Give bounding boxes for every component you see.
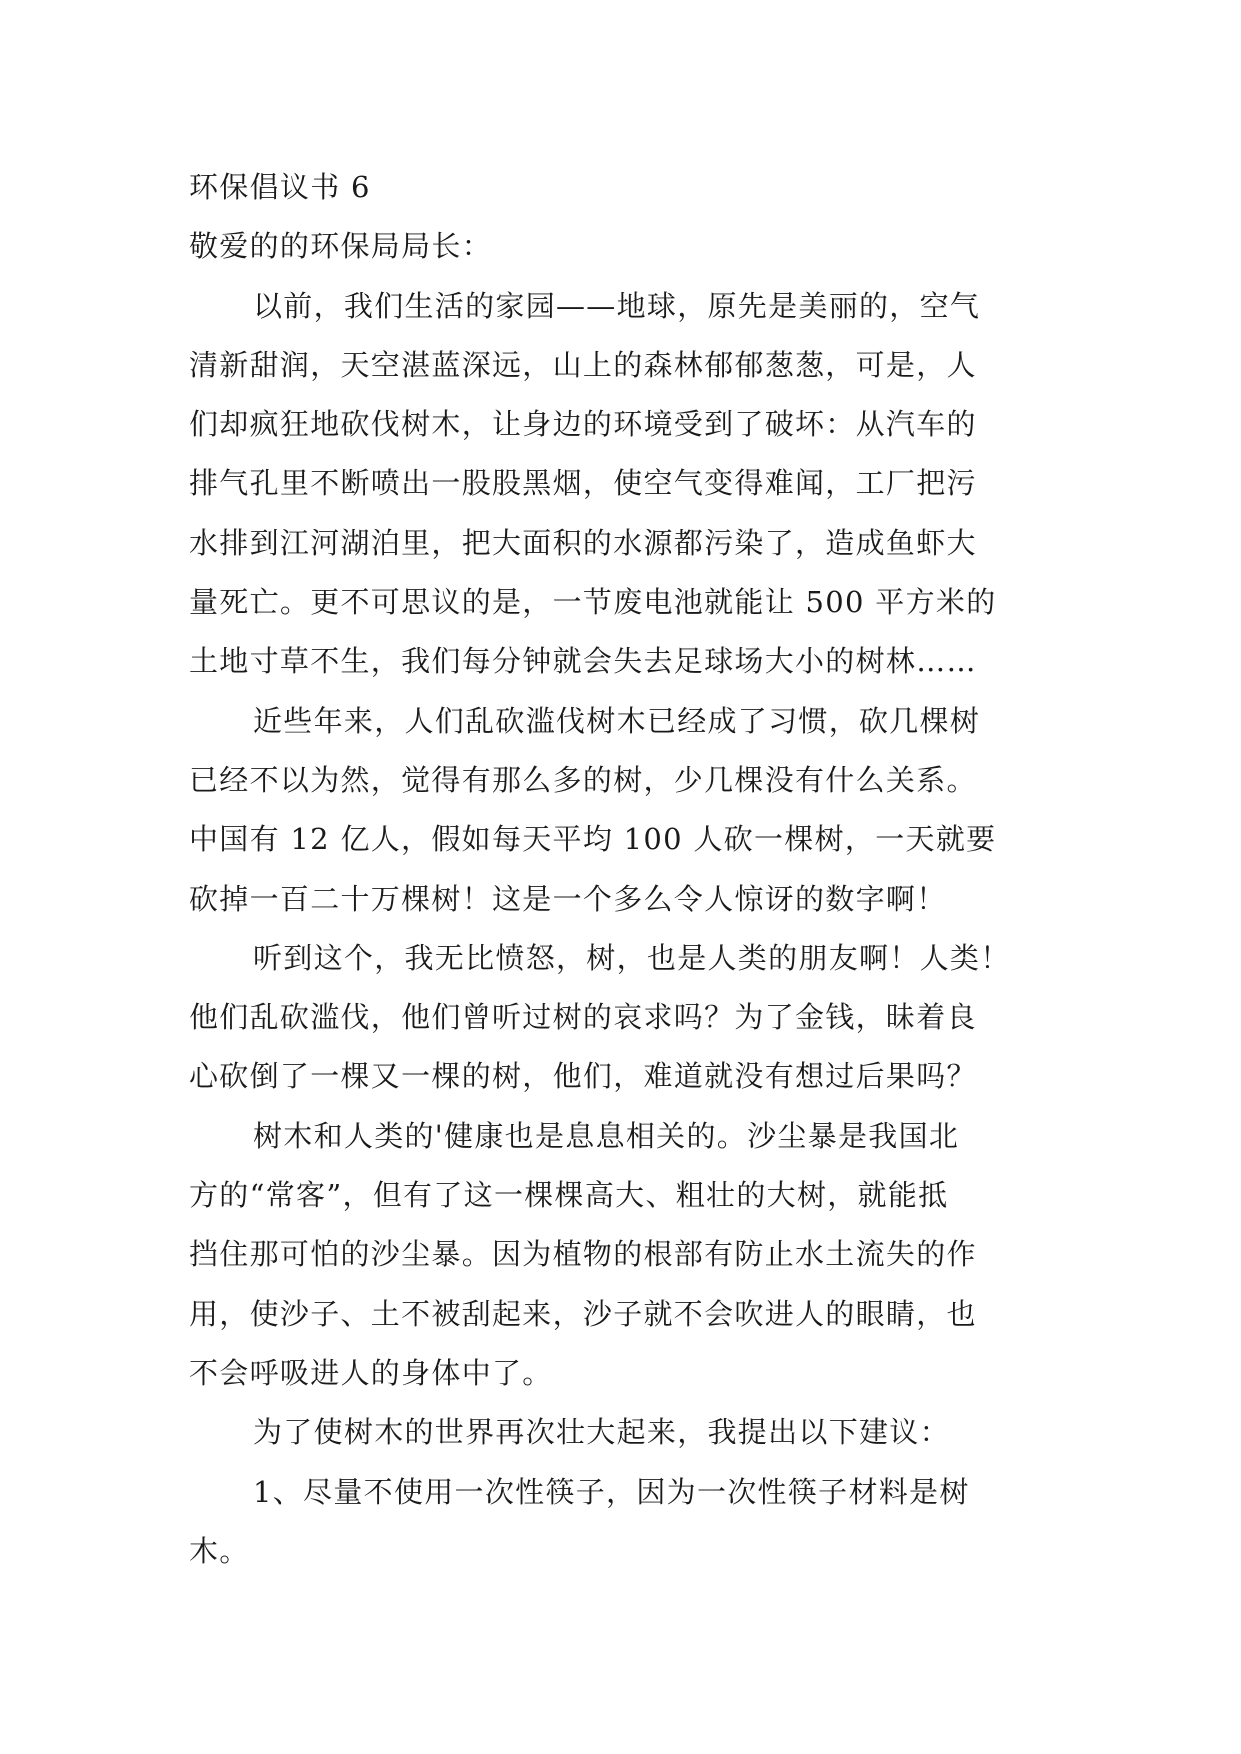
paragraph-line: 们却疯狂地砍伐树木，让身边的环境受到了破坏：从汽车的 xyxy=(189,407,977,442)
paragraph-line: 近些年来，人们乱砍滥伐树木已经成了习惯，砍几棵树 xyxy=(253,703,981,738)
paragraph-line: 听到这个，我无比愤怒，树，也是人类的朋友啊！人类！ xyxy=(253,940,1011,975)
paragraph-line: 他们乱砍滥伐，他们曾听过树的哀求吗？为了金钱，昧着良 xyxy=(189,1000,977,1035)
salutation: 敬爱的的环保局局长： xyxy=(189,229,493,264)
document-body xyxy=(189,158,1059,1581)
document-title: 环保倡议书 6 xyxy=(189,170,371,204)
paragraph-line: 用，使沙子、土不被刮起来，沙子就不会吹进人的眼睛，也 xyxy=(189,1296,977,1331)
paragraph-line: 清新甜润，天空湛蓝深远，山上的森林郁郁葱葱，可是，人 xyxy=(189,347,977,382)
paragraph-line: 为了使树木的世界再次壮大起来，我提出以下建议： xyxy=(253,1415,950,1450)
paragraph-line: 已经不以为然，觉得有那么多的树，少几棵没有什么关系。 xyxy=(189,762,977,797)
paragraph-line: 中国有 12 亿人，假如每天平均 100 人砍一棵树，一天就要 xyxy=(189,822,997,857)
paragraph-line: 排气孔里不断喷出一股股黑烟，使空气变得难闻，工厂把污 xyxy=(189,466,977,501)
paragraph-line: 土地寸草不生，我们每分钟就会失去足球场大小的树林…… xyxy=(189,644,977,679)
paragraph-line: 挡住那可怕的沙尘暴。因为植物的根部有防止水土流失的作 xyxy=(189,1237,977,1272)
paragraph-line: 以前，我们生活的家园——地球，原先是美丽的，空气 xyxy=(253,288,981,323)
paragraph-line: 心砍倒了一棵又一棵的树，他们，难道就没有想过后果吗？ xyxy=(189,1059,977,1094)
paragraph-line: 水排到江河湖泊里，把大面积的水源都污染了，造成鱼虾大 xyxy=(189,525,977,560)
paragraph-line: 树木和人类的'健康也是息息相关的。沙尘暴是我国北 xyxy=(253,1118,960,1153)
paragraph-line: 不会呼吸进人的身体中了。 xyxy=(189,1355,553,1390)
paragraph-line: 砍掉一百二十万棵树！这是一个多么令人惊讶的数字啊！ xyxy=(189,881,947,916)
list-item-line: 1、尽量不使用一次性筷子，因为一次性筷子材料是树 xyxy=(253,1474,970,1509)
list-item-line: 木。 xyxy=(189,1533,250,1568)
paragraph-line: 量死亡。更不可思议的是，一节废电池就能让 500 平方米的 xyxy=(189,585,997,620)
paragraph-line: 方的“常客”，但有了这一棵棵高大、粗壮的大树，就能抵 xyxy=(189,1178,949,1213)
